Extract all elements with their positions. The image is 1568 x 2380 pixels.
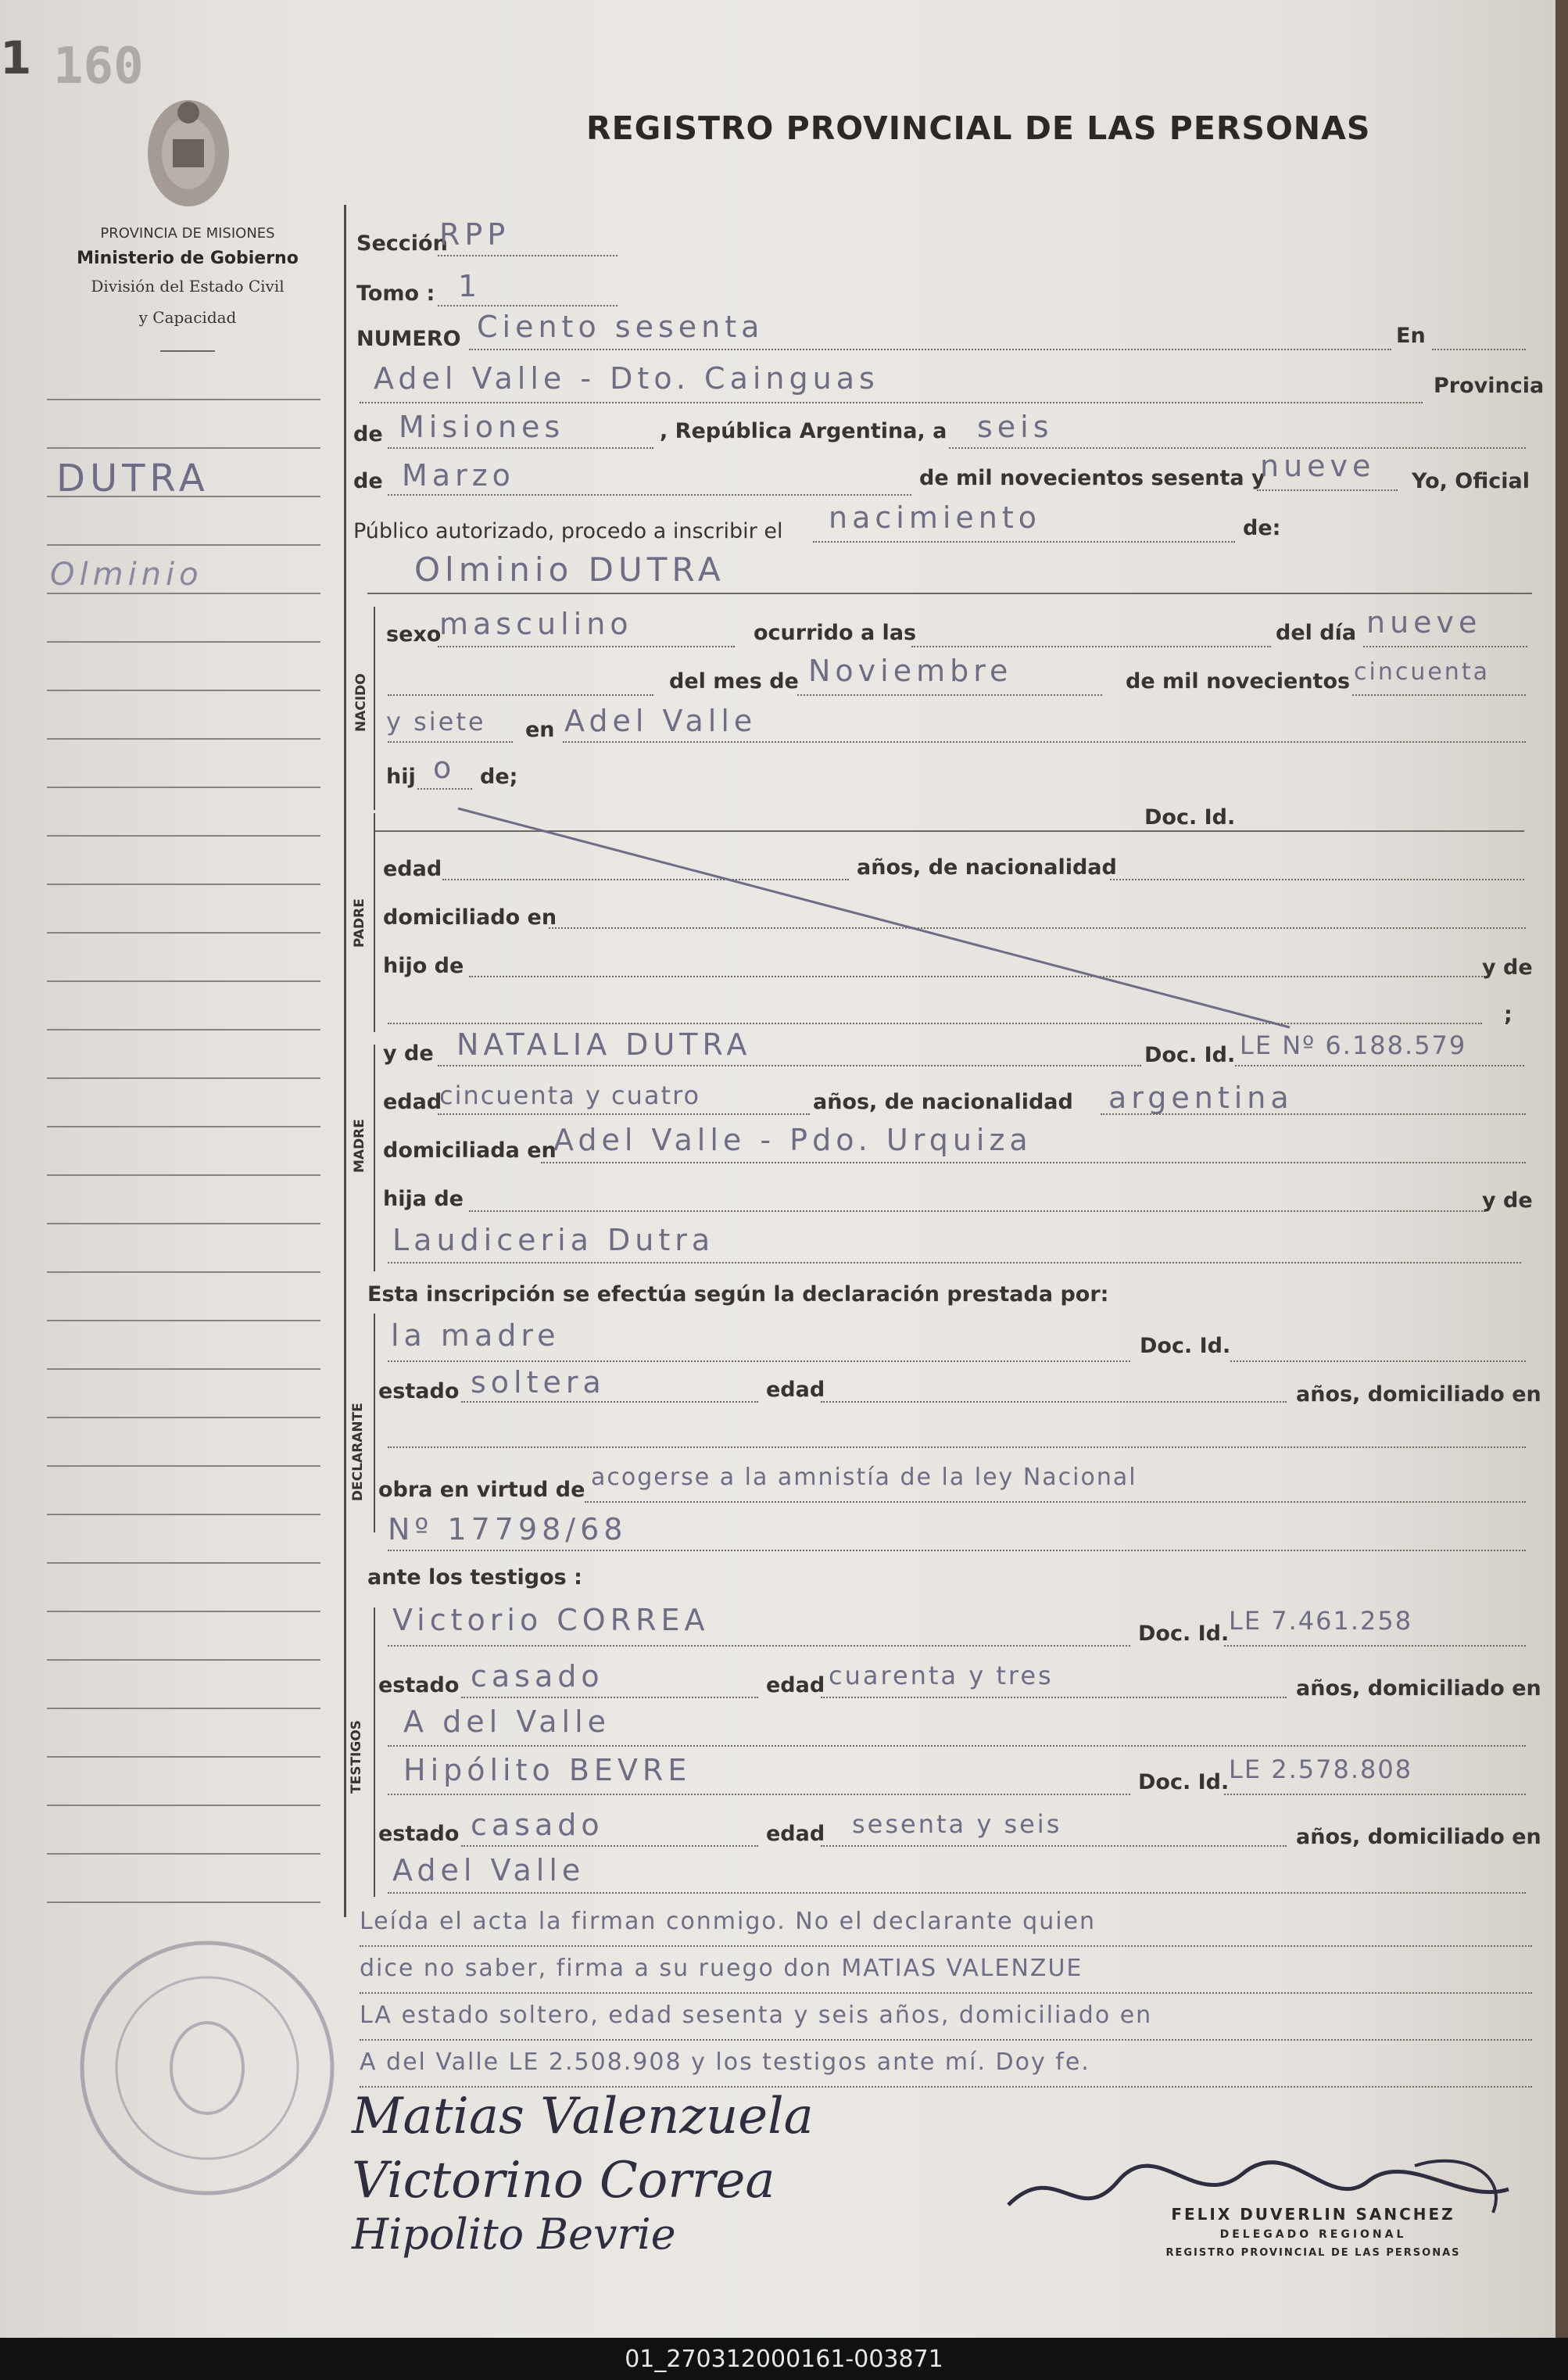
label-domicilio-testigo1: años, domiciliado en <box>1296 1676 1541 1701</box>
value-testigo1-estado: casado <box>471 1659 604 1694</box>
margin-ruled-line <box>47 593 320 594</box>
margin-ruled-line <box>47 1077 320 1079</box>
label-hij: hij <box>386 765 416 789</box>
label-estado-testigo1: estado <box>378 1673 460 1697</box>
line-domicilio-testigo2 <box>388 1892 1526 1894</box>
line-tomo <box>438 305 618 306</box>
line-doc-testigo2 <box>1224 1794 1526 1795</box>
margin-ruled-line <box>47 835 320 837</box>
section-rule-madre <box>374 1045 375 1271</box>
label-de-2: de <box>353 469 383 493</box>
line-edad-madre <box>438 1113 810 1115</box>
label-declaracion: Esta inscripción se efectúa según la declaración prestada por: <box>367 1282 1109 1306</box>
line-estado-testigo1 <box>461 1697 758 1698</box>
value-hij: o <box>433 751 456 785</box>
value-madre-padres: Laudiceria Dutra <box>392 1223 715 1257</box>
section-rule-padre <box>374 813 375 1032</box>
line-doc-declarante <box>1230 1360 1526 1362</box>
signature-matias-valenzuela: Matias Valenzuela <box>352 2088 814 2145</box>
line-anio-nac <box>1352 694 1526 696</box>
margin-ruled-line <box>47 738 320 740</box>
value-tomo: 1 <box>458 269 482 303</box>
margin-ruled-line <box>47 1562 320 1564</box>
label-edad-testigo2: edad <box>766 1822 825 1846</box>
line-hija-de <box>469 1210 1485 1212</box>
main-vertical-rule <box>344 205 346 1917</box>
label-estado-testigo2: estado <box>378 1822 460 1846</box>
value-testigo1-doc: LE 7.461.258 <box>1229 1606 1413 1636</box>
value-declarante: la madre <box>391 1318 560 1353</box>
line-madre-nombre <box>438 1065 1141 1066</box>
label-tomo: Tomo : <box>356 281 435 306</box>
label-obra: obra en virtud de <box>378 1478 585 1502</box>
label-nac-madre: años, de nacionalidad <box>813 1090 1073 1114</box>
margin-ruled-line <box>47 884 320 885</box>
section-label-testigos: TESTIGOS <box>349 1719 364 1794</box>
label-doc-padre: Doc. Id. <box>1144 805 1236 830</box>
section-rule-nacido <box>374 607 375 810</box>
margin-surname: DUTRA <box>56 457 209 500</box>
value-testigo1-edad: cuarenta y tres <box>829 1661 1054 1690</box>
margin-ruled-line <box>47 1659 320 1661</box>
value-nac-madre: argentina <box>1108 1081 1294 1115</box>
label-yo-oficial: Yo, Oficial <box>1412 469 1530 493</box>
line-acto <box>813 541 1235 543</box>
label-domicilio-padre: domiciliado en <box>383 905 557 930</box>
image-caption-bar <box>0 2338 1568 2380</box>
line-estado-testigo2 <box>461 1845 758 1847</box>
label-de-1: de <box>353 422 383 446</box>
section-label-madre: MADRE <box>352 1119 367 1173</box>
line-seccion <box>438 255 618 256</box>
value-anio-acta: nueve <box>1260 449 1376 483</box>
value-domicilio-madre: Adel Valle - Pdo. Urquiza <box>553 1123 1033 1157</box>
line-testigo2 <box>388 1794 1130 1795</box>
margin-mark: 1 <box>0 31 32 84</box>
margin-ruled-line <box>47 690 320 691</box>
label-en-nac: en <box>525 718 555 742</box>
line-provincia <box>388 447 653 449</box>
label-edad-testigo1: edad <box>766 1673 825 1697</box>
label-publico: Público autorizado, procedo a inscribir el <box>353 519 783 543</box>
coat-of-arms-icon <box>138 92 239 217</box>
label-hijo-de: hijo de <box>383 954 464 978</box>
margin-ruled-line <box>47 1853 320 1855</box>
line-hora <box>911 646 1271 647</box>
value-testigo2-edad: sesenta y seis <box>852 1809 1062 1839</box>
line-edad-testigo2 <box>821 1845 1287 1847</box>
book-edge <box>1555 0 1568 2338</box>
page-number: 160 <box>53 38 144 95</box>
line-domicilio-declarante <box>388 1446 1526 1448</box>
value-acto: nacimiento <box>829 500 1042 535</box>
line-doc-testigo1 <box>1224 1645 1526 1647</box>
value-numero: Ciento sesenta <box>477 310 764 344</box>
page-title: REGISTRO PROVINCIAL DE LAS PERSONAS <box>586 109 1371 147</box>
line-mes-acta <box>388 494 911 496</box>
label-estado-declarante: estado <box>378 1379 460 1403</box>
section-rule-declarante <box>374 1314 375 1532</box>
value-testigo2-doc: LE 2.578.808 <box>1229 1755 1413 1784</box>
margin-ruled-line <box>47 1368 320 1370</box>
value-testigo2-estado: casado <box>471 1808 604 1842</box>
value-doc-madre: LE Nº 6.188.579 <box>1240 1030 1467 1060</box>
label-doc-declarante: Doc. Id. <box>1140 1334 1231 1358</box>
line-dia-acta <box>949 447 1526 449</box>
section-label-declarante: DECLARANTE <box>350 1403 366 1501</box>
label-republica: , República Argentina, a <box>660 419 947 443</box>
line-testigo1 <box>388 1645 1130 1647</box>
line-sexo <box>438 646 735 647</box>
line-blank-nac <box>388 694 653 696</box>
label-del-mes: del mes de <box>669 669 799 694</box>
label-de-semicolon: de; <box>480 765 518 789</box>
label-doc-testigo2: Doc. Id. <box>1138 1770 1230 1794</box>
value-testigo2-domicilio: Adel Valle <box>392 1853 585 1887</box>
margin-ruled-line <box>47 544 320 546</box>
line-hij <box>417 788 472 790</box>
margin-ruled-line <box>47 1805 320 1806</box>
margin-ruled-line <box>47 447 320 449</box>
value-mes-nac: Noviembre <box>808 654 1013 688</box>
margin-ruled-line <box>47 1708 320 1709</box>
signature-victorino-correa: Victorino Correa <box>352 2152 775 2210</box>
label-edad-declarante: edad <box>766 1378 825 1402</box>
label-domicilio-declarante: años, domiciliado en <box>1296 1382 1541 1407</box>
label-domicilio-madre: domiciliada en <box>383 1138 557 1163</box>
line-lugar-nac <box>563 741 1526 743</box>
line-doc-madre <box>1235 1065 1524 1066</box>
label-edad-padre: edad <box>383 857 442 881</box>
margin-ruled-line <box>47 1126 320 1127</box>
value-anio-nac-2: y siete <box>386 707 486 737</box>
section-label-nacido: NACIDO <box>353 673 369 732</box>
value-obra-2: Nº 17798/68 <box>388 1512 628 1547</box>
value-dia-nac: nueve <box>1366 605 1482 640</box>
label-y-de-madre-2: y de <box>1482 1188 1533 1213</box>
margin-ruled-line <box>47 1756 320 1758</box>
value-anio-nac-1: cincuenta <box>1354 658 1490 686</box>
label-sexo: sexo <box>386 622 442 647</box>
value-seccion: RPP <box>439 217 510 252</box>
line-numero <box>469 349 1391 350</box>
margin-ruled-line <box>47 787 320 788</box>
label-hija-de: hija de <box>383 1187 464 1211</box>
line-obra-2 <box>388 1550 1526 1551</box>
margin-ruled-line <box>47 1465 320 1467</box>
value-nota-4: A del Valle LE 2.508.908 y los testigos ante mí. Doy fe. <box>360 2048 1090 2076</box>
line-abuelos-madre <box>388 1262 1521 1263</box>
margin-ruled-line <box>47 1611 320 1612</box>
margin-ruled-line <box>47 641 320 643</box>
label-semicolon: ; <box>1504 1002 1513 1027</box>
label-en: En <box>1396 324 1426 348</box>
margin-ruled-line <box>47 1271 320 1273</box>
label-y-de-madre: y de <box>383 1041 434 1066</box>
ministry-name: Ministerio de Gobierno <box>77 249 299 268</box>
margin-given-name: Olminio <box>50 557 203 593</box>
value-nota-1: Leída el acta la firman conmigo. No el declarante quien <box>360 1908 1097 1935</box>
label-testigos: ante los testigos : <box>367 1565 582 1590</box>
division-name: División del Estado Civil <box>91 277 285 296</box>
label-numero: NUMERO <box>356 327 461 351</box>
line-estado-declarante <box>461 1401 758 1403</box>
line-nota-2 <box>360 1992 1532 1994</box>
line-obra <box>585 1501 1526 1503</box>
line-domicilio-madre <box>541 1162 1526 1163</box>
value-madre-nombre: NATALIA DUTRA <box>456 1027 752 1062</box>
value-estado-declarante: soltera <box>471 1365 606 1400</box>
image-code: 01_270312000161-003871 <box>625 2346 943 2373</box>
section-label-padre: PADRE <box>352 898 367 948</box>
value-sexo: masculino <box>439 607 633 641</box>
value-lugar-nac: Adel Valle <box>564 704 757 738</box>
line-en <box>1432 349 1526 350</box>
label-del-dia: del día <box>1276 621 1357 645</box>
value-edad-madre: cincuenta y cuatro <box>439 1081 701 1110</box>
divider <box>160 350 215 352</box>
value-obra-1: acogerse a la amnistía de la ley Nacional <box>591 1464 1137 1491</box>
officer-role: DELEGADO REGIONAL <box>1219 2228 1407 2241</box>
province-name: PROVINCIA DE MISIONES <box>100 225 275 242</box>
line-edad-declarante <box>821 1401 1287 1403</box>
label-nac-padre: años, de nacionalidad <box>857 855 1117 880</box>
label-de-colon: de: <box>1243 516 1281 540</box>
label-mil-novecientos: de mil novecientos <box>1126 669 1351 694</box>
label-domicilio-testigo2: años, domiciliado en <box>1296 1825 1541 1849</box>
line-domicilio-testigo1 <box>388 1745 1526 1747</box>
officer-office: REGISTRO PROVINCIAL DE LAS PERSONAS <box>1165 2247 1461 2259</box>
line-dia-nac <box>1363 646 1527 647</box>
label-doc-testigo1: Doc. Id. <box>1138 1622 1230 1646</box>
label-y-de-padre: y de <box>1482 955 1533 980</box>
margin-ruled-line <box>47 399 320 400</box>
margin-ruled-line <box>47 1320 320 1321</box>
line-nota-1 <box>360 1945 1532 1947</box>
line-nombre-nacido <box>367 593 1532 594</box>
margin-ruled-line <box>47 1174 320 1176</box>
officer-name: FELIX DUVERLIN SANCHEZ <box>1171 2205 1455 2224</box>
margin-ruled-line <box>47 1514 320 1515</box>
value-testigo1-nombre: Victorio CORREA <box>392 1603 710 1637</box>
label-seccion: Sección <box>356 231 448 256</box>
section-rule-testigos <box>374 1608 375 1897</box>
line-anio-acta <box>1257 489 1398 491</box>
line-edad-testigo1 <box>821 1697 1287 1698</box>
value-dia-acta: seis <box>977 410 1054 444</box>
line-mes-nac <box>797 694 1102 696</box>
value-lugar: Adel Valle - Dto. Cainguas <box>374 361 879 396</box>
label-ocurrido: ocurrido a las <box>754 621 917 645</box>
margin-ruled-line <box>47 1901 320 1903</box>
value-testigo2-nombre: Hipólito BEVRE <box>403 1753 692 1787</box>
value-testigo1-domicilio: A del Valle <box>403 1704 611 1739</box>
label-doc-madre: Doc. Id. <box>1144 1043 1236 1067</box>
margin-ruled-line <box>47 980 320 982</box>
margin-ruled-line <box>47 1029 320 1030</box>
value-nota-2: dice no saber, firma a su ruego don MATIAS VALENZUE <box>360 1955 1083 1982</box>
strikeout-line <box>453 805 1298 1032</box>
label-provincia: Provincia <box>1434 374 1545 398</box>
line-anio-nac-2 <box>388 741 513 743</box>
margin-ruled-line <box>47 932 320 934</box>
value-provincia: Misiones <box>399 410 565 444</box>
signature-hipolito: Hipolito Bevrie <box>352 2210 676 2259</box>
value-nota-3: LA estado soltero, edad sesenta y seis años, domiciliado en <box>360 2002 1153 2029</box>
line-nota-3 <box>360 2039 1532 2041</box>
official-stamp-icon <box>70 1931 344 2205</box>
label-edad-madre: edad <box>383 1090 442 1114</box>
label-mil-sesenta: de mil novecientos sesenta y <box>919 466 1265 490</box>
line-lugar <box>360 402 1423 403</box>
division-name-2: y Capacidad <box>138 308 237 327</box>
line-declarante <box>388 1360 1130 1362</box>
value-mes-acta: Marzo <box>402 458 515 493</box>
margin-ruled-line <box>47 1417 320 1418</box>
margin-ruled-line <box>47 1223 320 1224</box>
value-nombre-nacido: Olminio DUTRA <box>414 550 725 589</box>
